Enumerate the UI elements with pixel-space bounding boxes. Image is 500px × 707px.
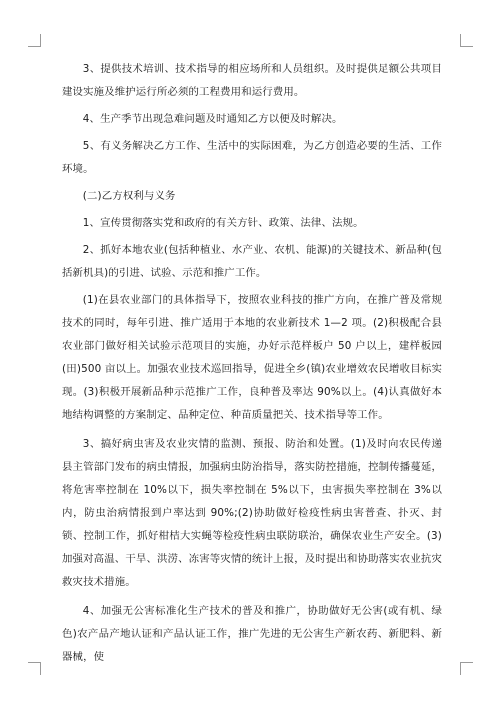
paragraph-item-5: 5、有义务解决乙方工作、生活中的实际困难，为乙方创造必要的生活、工作环境。 <box>62 140 442 175</box>
crop-mark-bottom-right <box>460 662 473 675</box>
crop-mark-top-left <box>28 34 41 47</box>
document-body <box>62 58 442 669</box>
paragraph-item-4: 4、生产季节出现急难问题及时通知乙方以便及时解决。 <box>82 113 343 125</box>
section-heading-party-b: (二)乙方权利与义务 <box>82 190 176 202</box>
paragraph-b-item-2-details: (1)在县农业部门的具体指导下，按照农业科技的推广方向，在推广普及常规技术的同时，每年引进、推广适用于本地的农业新技术 1—2 项。(2)积极配合县农业部门做好相关试验示范项目的实施，办好示范样板户 50 户以上，建样板园(田)500 亩以上。加强农业技术巡回指导，促进全乡(镇)农业增效农民增收目标实现。(3)积极开展新品种示范推广工作，良种普及率达 90%以上。(4)认真做好本地结构调整的方案制定、品种定位、种苗质量把关、技术指导等工作。 <box>62 294 442 421</box>
crop-mark-bottom-left <box>28 662 41 675</box>
paragraph-b-item-3: 3、搞好病虫害及农业灾情的监测、预报、防治和处置。(1)及时向农民传递县主管部门发布的病虫情报，加强病虫防治指导，落实防控措施，控制传播蔓延，将危害率控制在 10%以下，损失率控制在 5%以下，虫害损失率控制在 3%以内，防虫治病情报到户率达到 90%;(2)协助做好检疫性病虫害普查、扑灭、封锁、控制工作，抓好柑桔大实蝇等检疫性病虫联防联治，确保农业生产安全。(3)加强对高温、干旱、洪涝、冻害等灾情的统计上报，及时提出和协助落实农业抗灾救灾技术措施。 <box>62 438 442 588</box>
crop-mark-top-right <box>460 34 473 47</box>
paragraph-b-item-4: 4、加强无公害标准化生产技术的普及和推广，协助做好无公害(或有机、绿色)农产品产地认证和产品认证工作，推广先进的无公害生产新农药、新肥料、新器械，使 <box>62 605 442 663</box>
paragraph-b-item-1: 1、宣传贯彻落实党和政府的有关方针、政策、法律、法规。 <box>82 217 364 229</box>
paragraph-item-3: 3、提供技术培训、技术指导的相应场所和人员组织。及时提供足额公共项目建设实施及维护运行所必须的工程费用和运行费用。 <box>62 63 442 98</box>
paragraph-b-item-2: 2、抓好本地农业(包括种植业、水产业、农机、能源)的关键技术、新品种(包括新机具)的引进、试验、示范和推广工作。 <box>62 244 442 279</box>
